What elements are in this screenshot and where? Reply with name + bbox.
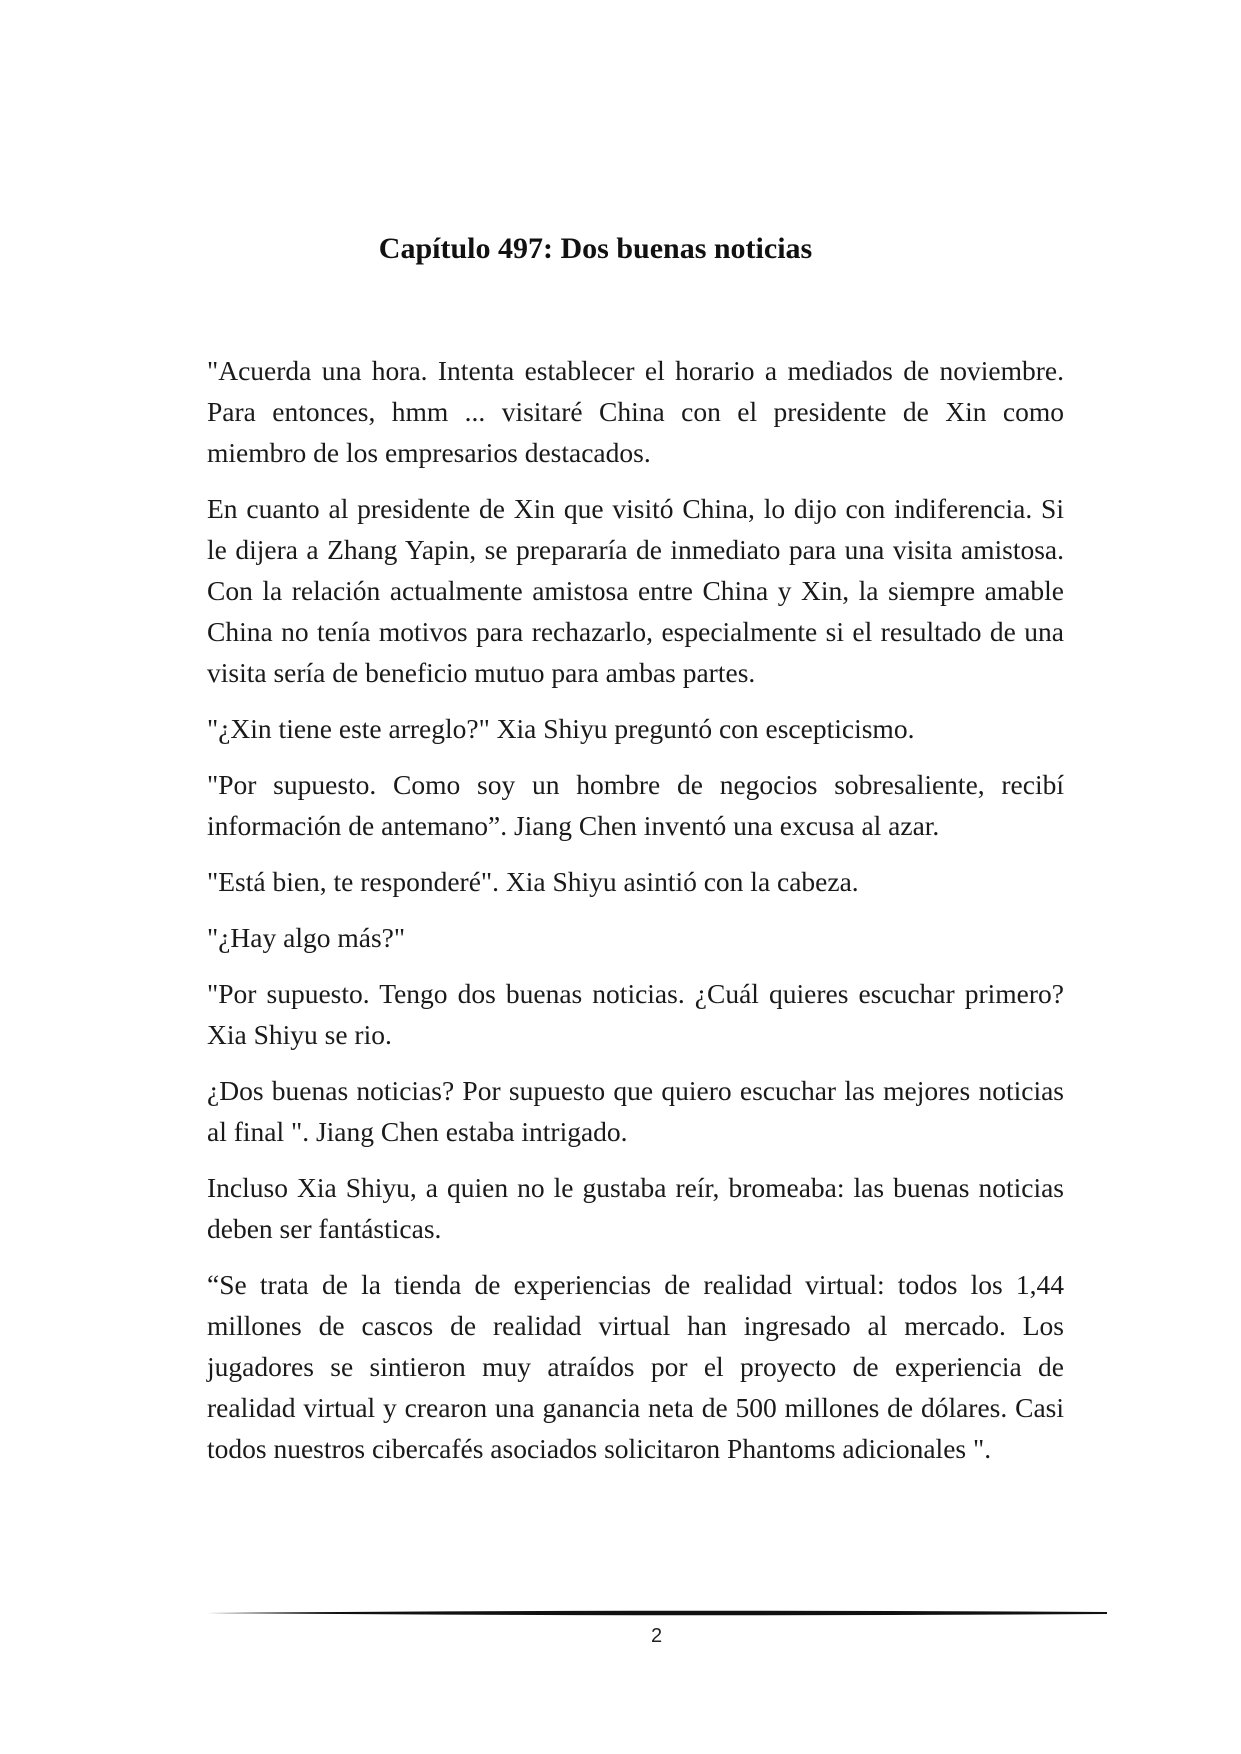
paragraph: "Está bien, te responderé". Xia Shiyu asintió con la cabeza. <box>207 866 859 897</box>
chapter-title: Capítulo 497: Dos buenas noticias <box>378 232 813 265</box>
paragraph: En cuanto al presidente de Xin que visitó China, lo dijo con indiferencia. Si le dijera a Zhang Yapin, se prepararía de inmediato para una visita amistosa. Con la relación actualmente amistosa entre China y Xin, la siempre amable China no tenía motivos para rechazarlo, especialmente si el resultado de una visita sería de beneficio mutuo para ambas partes. <box>207 493 1064 688</box>
chapter-body <box>207 350 1064 1484</box>
paragraph: Incluso Xia Shiyu, a quien no le gustaba reír, bromeaba: las buenas noticias deben ser fantásticas. <box>207 1172 1064 1244</box>
page-number: 2 <box>650 1625 663 1647</box>
paragraph: ¿Dos buenas noticias? Por supuesto que quiero escuchar las mejores noticias al final ". Jiang Chen estaba intrigado. <box>207 1075 1064 1147</box>
paragraph: "Acuerda una hora. Intenta establecer el horario a mediados de noviembre. Para entonces, hmm ... visitaré China con el presidente de Xin como miembro de los empresarios destacados. <box>207 355 1064 468</box>
paragraph: "Por supuesto. Como soy un hombre de negocios sobresaliente, recibí información de antemano”. Jiang Chen inventó una excusa al azar. <box>207 769 1064 841</box>
paragraph: "Por supuesto. Tengo dos buenas noticias. ¿Cuál quieres escuchar primero? Xia Shiyu se rio. <box>207 978 1064 1050</box>
paragraph: “Se trata de la tienda de experiencias de realidad virtual: todos los 1,44 millones de cascos de realidad virtual han ingresado al mercado. Los jugadores se sintieron muy atraídos por el proyecto de experiencia de realidad virtual y crearon una ganancia neta de 500 millones de dólares. Casi todos nuestros cibercafés asociados solicitaron Phantoms adicionales ". <box>207 1269 1064 1464</box>
paragraph: "¿Xin tiene este arreglo?" Xia Shiyu preguntó con escepticismo. <box>207 713 915 744</box>
paragraph: "¿Hay algo más?" <box>207 922 406 953</box>
footer-divider <box>207 1607 1107 1619</box>
